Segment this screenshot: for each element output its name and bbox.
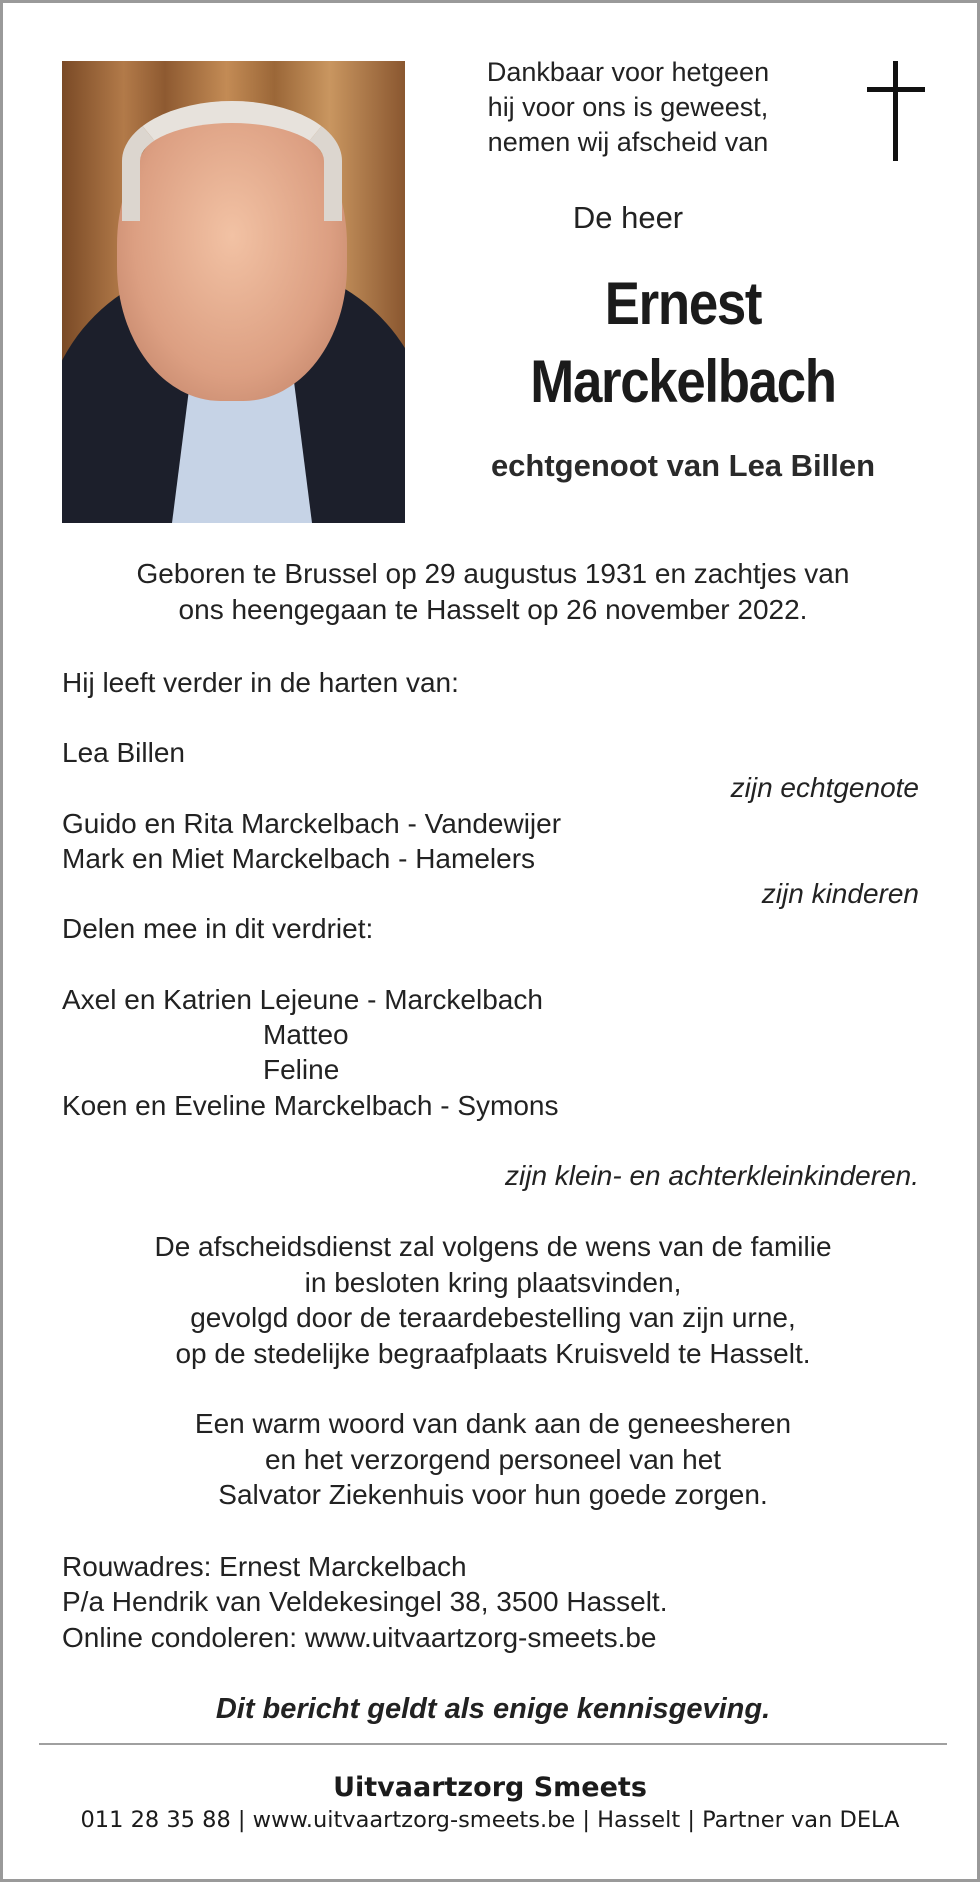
text-line: ons heengegaan te Hasselt op 26 november 2022.: [178, 593, 808, 625]
condolence-line: Online condoleren: www.uitvaartzorg-smeets.be: [62, 1622, 657, 1653]
share-grief-heading: Delen mee in dit verdriet:: [62, 913, 374, 944]
lives-on-heading: Hij leeft verder in de harten van:: [62, 667, 459, 698]
text-line: Geboren te Brussel op 29 augustus 1931 en zachtjes van: [136, 558, 850, 589]
intro-line: hij voor ons is geweest,: [487, 92, 769, 122]
text-line: gevolgd door de teraardebestelling van zijn urne,: [190, 1302, 796, 1333]
intro-line: nemen wij afscheid van: [487, 127, 769, 157]
intro-text: [433, 55, 823, 160]
funeral-home-name: Uitvaartzorg Smeets: [333, 1772, 647, 1803]
birth-death-text: [62, 556, 924, 627]
funeral-home-contact: 011 28 35 88 | www.uitvaartzorg-smeets.be | Hasselt | Partner van DELA: [80, 1807, 900, 1833]
child-name: Mark en Miet Marckelbach - Hamelers: [62, 843, 536, 874]
text-line: Een warm woord van dank aan de geneesheren: [194, 1408, 792, 1439]
service-text: [62, 1229, 924, 1371]
great-grandchild-name: Feline: [263, 1054, 340, 1085]
spouse-name: Lea Billen: [62, 737, 185, 768]
grandchild-family: Axel en Katrien Lejeune - Marckelbach: [62, 984, 543, 1015]
portrait-photo: [62, 61, 405, 523]
closing-notice: Dit bericht geldt als enige kennisgeving.: [215, 1693, 771, 1725]
address-line: P/a Hendrik van Veldekesingel 38, 3500 Hasselt.: [62, 1586, 668, 1617]
relation-label: zijn echtgenote: [730, 772, 919, 803]
grandchild-family: Koen en Eveline Marckelbach - Symons: [62, 1090, 559, 1121]
divider: [39, 1743, 947, 1745]
relation-label: zijn kinderen: [761, 878, 919, 909]
spouse-line: echtgenoot van Lea Billen: [490, 448, 876, 483]
last-name: Marckelbach: [530, 348, 836, 415]
text-line: en het verzorgend personeel van het: [264, 1443, 722, 1475]
address-line: Rouwadres: Ernest Marckelbach: [62, 1551, 467, 1582]
deceased-name: [445, 265, 920, 421]
first-name: Ernest: [604, 270, 762, 337]
text-line: De afscheidsdienst zal volgens de wens van de familie: [154, 1231, 832, 1262]
thanks-text: [62, 1406, 924, 1513]
text-line: Salvator Ziekenhuis voor hun goede zorgen.: [218, 1479, 768, 1510]
great-grandchild-name: Matteo: [263, 1019, 349, 1050]
intro-line: Dankbaar voor hetgeen: [486, 57, 770, 87]
title-label: De heer: [572, 200, 684, 235]
text-line: in besloten kring plaatsvinden,: [304, 1266, 682, 1298]
relation-label: zijn klein- en achterkleinkinderen.: [505, 1160, 919, 1191]
child-name: Guido en Rita Marckelbach - Vandewijer: [62, 808, 562, 839]
cross-icon: [867, 61, 925, 161]
text-line: op de stedelijke begraafplaats Kruisveld te Hasselt.: [175, 1337, 811, 1369]
